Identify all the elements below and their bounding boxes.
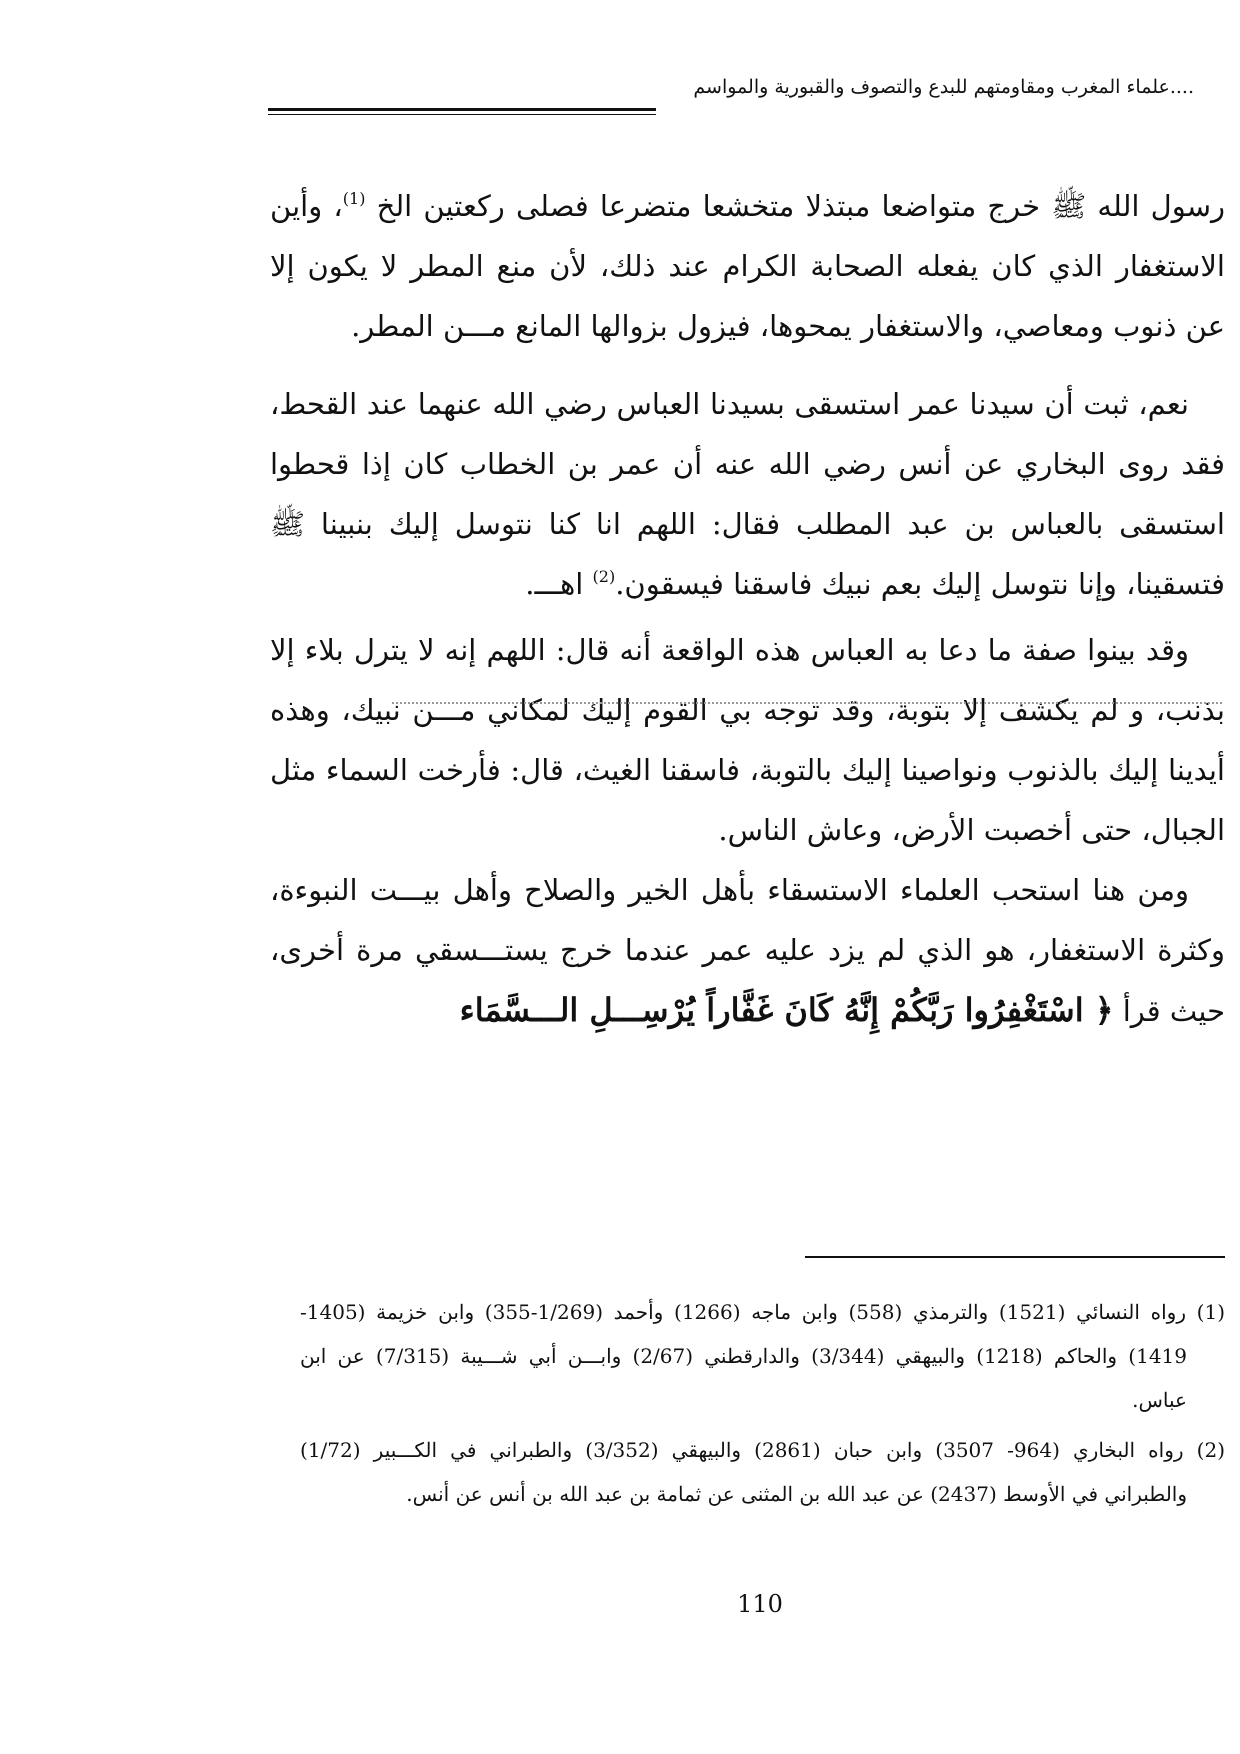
paragraph-1-text: رسول الله ﷺ خرج متواضعا مبتذلا متخشعا متضرعا فصلى ركعتين الخ — [376, 189, 1225, 223]
footnote-1: (1) رواه النسائي (1521) والترمذي (558) وابن ماجه (1266) وأحمد (1/269-355) وابن خزيمة (1405-1419) والحاكم (1218) والبيهقي (3/344) والدارقطني (2/67) وابـــن أبي شـــيبة (7/315) عن ابن عباس. — [300, 1300, 1226, 1412]
footnotes — [300, 1290, 1225, 1516]
scan-dotted-line — [392, 702, 1222, 704]
footnote-ref-2: (2) — [592, 567, 616, 586]
paragraph-1 — [270, 176, 1225, 356]
footnote-2: (2) رواه البخاري (964- 3507) وابن حبان (2861) والبيهقي (3/352) والطبراني في الكـــبير (1/72) والطبراني في الأوسط (2437) عن عبد الله بن المثنى عن ثمامة بن عبد الله بن أنس عن أنس. — [300, 1438, 1226, 1506]
main-text — [270, 176, 1225, 1041]
paragraph-1-tail: ، وأين الاستغفار الذي كان يفعله الصحابة الكرام عند ذلك، لأن منع المطر لا يكون إلا عن ذنوب ومعاصي، والاستغفار يمحوها، فيزول بزوالها المانع مـــن المطر. — [270, 189, 1225, 343]
page-number: 110 — [737, 1590, 783, 1618]
quran-verse: ﴿ اسْتَغْفِرُوا رَبَّكُمْ إِنَّهُ كَانَ غَفَّاراً يُرْسِـــلِ الـــسَّمَاء — [459, 991, 1114, 1029]
paragraph-2-tail: اهـــ. — [525, 567, 593, 601]
running-header — [268, 76, 1194, 98]
paragraph-4-text: ومن هنا استحب العلماء الاستسقاء بأهل الخير والصلاح وأهل بيـــت النبوءة، وكثرة الاستغفار، هو الذي لم يزد عليه عمر عندما خرج يستـــسقي مرة أخرى، حيث قرأ — [270, 873, 1225, 1028]
paragraph-3-text: وقد بينوا صفة ما دعا به العباس هذه الواقعة أنه قال: اللهم إنه لا يترل بلاء إلا بذنب، و لم يكشف إلا بتوبة، وقد توجه بي القوم إليك لمكاني مـــن نبيك، وهذه أيدينا إليك بالذنوب ونواصينا إليك بالتوبة، فاسقنا الغيث، قال: فأرخت السماء مثل الجبال، حتى أخصبت الأرض، وعاش الناس. — [270, 633, 1225, 847]
footnote-rule — [805, 1256, 1225, 1258]
running-header-dots: .... — [1169, 76, 1194, 98]
header-rule-thin — [268, 114, 656, 115]
running-header-title: علماء المغرب ومقاومتهم للبدع والتصوف والقبورية والمواسم — [693, 76, 1170, 98]
paragraph-2 — [270, 374, 1225, 614]
paragraph-3 — [270, 620, 1225, 860]
header-rule — [268, 108, 656, 111]
footnote-ref-1: (1) — [342, 189, 366, 208]
paragraph-4 — [270, 860, 1225, 1041]
paragraph-2-text: نعم، ثبت أن سيدنا عمر استسقى بسيدنا العباس رضي الله عنهما عند القحط، فقد روى البخاري عن أنس رضي الله عنه أن عمر بن الخطاب كان إذا قحطوا استسقى بالعباس بن عبد المطلب فقال: اللهم انا كنا نتوسل إليك بنبينا ﷺ فتسقينا، وإنا نتوسل إليك بعم نبيك فاسقنا فيسقون. — [270, 387, 1225, 601]
